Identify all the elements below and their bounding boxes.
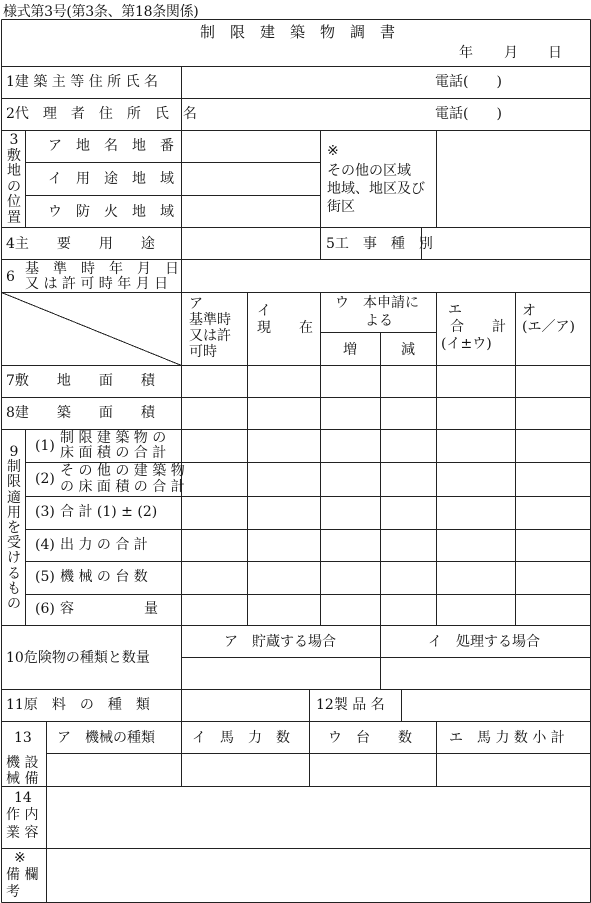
column-ratio-header-mark: オ [522, 303, 536, 319]
column-this-application-header: ウ 本申請に [335, 295, 419, 311]
total-formula-label: 合 計 (1) ± (2) [60, 504, 158, 520]
main-use-label: 4主 要 用 途 [6, 236, 155, 252]
remarks-label: 備 欄 [6, 867, 39, 883]
horsepower-subtotal-header: エ 馬 力 数 小 計 [449, 730, 565, 746]
restricted-floor-area-label-line2: 床 面 積 の 合 計 [60, 445, 167, 461]
zoning-district-label: イ 用 途 地 域 [48, 171, 174, 187]
lot-number-label: ア 地 名 地 番 [48, 138, 174, 154]
product-name-label: 12製 品 名 [316, 697, 385, 713]
remarks-mark: ※ [14, 850, 26, 866]
column-base-time-header: ア 基準時 又は許 可時 [189, 296, 231, 360]
work-content-label-line2: 業 容 [6, 825, 39, 841]
column-increase-header: 増 [343, 342, 357, 358]
horsepower-header: イ 馬 力 数 [192, 730, 290, 746]
work-type-label: 5工 事 種 別 [326, 236, 433, 252]
restricted-items-label: 9 制 限 適 用 を 受 け る も の [7, 444, 21, 613]
hazardous-materials-label: 10危険物の種類と数量 [6, 650, 150, 666]
agent-label: 2代 理 者 住 所 氏 名 [6, 106, 197, 122]
machinery-label: 機 設 [6, 755, 39, 771]
remarks-label-line2: 考 [6, 884, 20, 900]
column-decrease-header: 減 [401, 342, 415, 358]
machinery-number: 13 [14, 730, 32, 746]
permit-date-label: 又 は 許 可 時 年 月 日 [25, 276, 169, 292]
other-area-mark: ※ [327, 143, 339, 159]
form-title: 制 限 建 築 物 調 書 [200, 23, 396, 41]
work-content-number: 14 [14, 790, 32, 806]
restricted-item-number: (3) [35, 504, 55, 520]
other-floor-area-label-line2: の 床 面 積 の 合 計 [60, 479, 185, 495]
machine-kind-header: ア 機械の種類 [57, 730, 155, 746]
raw-materials-label: 11原 料 の 種 類 [6, 697, 150, 713]
restricted-item-number: (2) [35, 471, 55, 487]
column-total-header: 合 計 [450, 319, 506, 335]
base-date-label: 基 準 時 年 月 日 [25, 261, 179, 277]
column-current-header-mark: イ [257, 303, 271, 319]
other-area-label: その他の区域 地域、地区及び 街区 [327, 163, 425, 215]
machine-count-label: 機 械 の 台 数 [60, 569, 148, 585]
restricted-item-number: (1) [35, 438, 55, 454]
column-total-formula: (イ±ウ) [441, 336, 492, 352]
column-total-header-mark: エ [448, 302, 462, 318]
restricted-item-number: (6) [35, 601, 55, 617]
handled-case-header: イ 処理する場合 [428, 634, 540, 650]
applicant-label: 1建 築 主 等 住 所 氏 名 [6, 74, 159, 90]
output-total-label: 出 力 の 合 計 [60, 537, 148, 553]
form-caption: 様式第3号(第3条、第18条関係) [3, 4, 199, 20]
restricted-item-number: (4) [35, 537, 55, 553]
column-this-application-header-line2: よる [365, 313, 393, 329]
stored-case-header: ア 貯蔵する場合 [224, 634, 336, 650]
restricted-floor-area-label: 制 限 建 築 物 の [60, 430, 167, 446]
work-content-label: 作 内 [6, 807, 39, 823]
site-location-label: 3 敷 地 の 位 置 [7, 132, 21, 226]
date-day-label: 日 [548, 45, 562, 61]
agent-phone-label: 電話( ) [435, 106, 502, 122]
date-year-label: 年 [459, 45, 473, 61]
building-area-label: 8建 築 面 積 [6, 405, 155, 421]
restricted-item-number: (5) [35, 569, 55, 585]
column-current-header: 現 在 [257, 320, 313, 336]
unit-count-header: ウ 台 数 [328, 730, 412, 746]
capacity-label: 容 量 [60, 601, 158, 617]
site-area-label: 7敷 地 面 積 [6, 373, 155, 389]
other-floor-area-label: そ の 他 の 建 築 物 [60, 463, 185, 479]
fire-district-label: ウ 防 火 地 域 [48, 204, 174, 220]
machinery-label-line2: 械 備 [6, 771, 39, 787]
base-date-number: 6 [6, 269, 15, 285]
column-ratio-header: (エ／ア) [522, 319, 575, 335]
date-month-label: 月 [504, 45, 518, 61]
applicant-phone-label: 電話( ) [435, 74, 502, 90]
